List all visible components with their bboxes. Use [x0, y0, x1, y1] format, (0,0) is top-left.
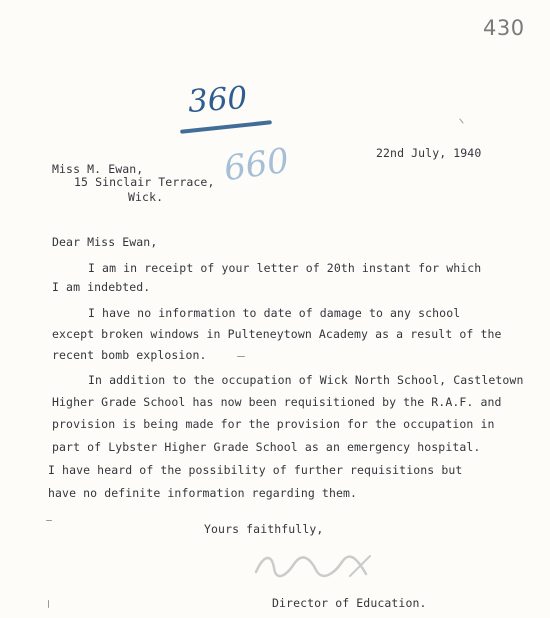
paper-mark	[459, 118, 464, 123]
faint-signature	[250, 546, 380, 586]
handwritten-reference: 360	[186, 79, 249, 121]
paper-mark	[237, 356, 245, 357]
closing: Yours faithfully,	[204, 522, 324, 536]
recipient-name: Miss M. Ewan,	[52, 162, 144, 176]
body-line: provision is being made for the provision for the occupation in	[52, 417, 495, 431]
faint-handwritten-reference: 660	[221, 140, 292, 190]
reference-underline	[180, 120, 272, 134]
recipient-town: Wick.	[128, 190, 164, 204]
body-line: I have no information to date of damage to any school	[88, 306, 461, 320]
recipient-street: 15 Sinclair Terrace,	[74, 175, 215, 189]
paper-mark	[46, 520, 52, 521]
body-line: recent bomb explosion.	[52, 348, 207, 362]
signature-title: Director of Education.	[272, 596, 427, 610]
letter-date: 22nd July, 1940	[376, 146, 482, 160]
body-line: except broken windows in Pulteneytown Academy as a result of the	[52, 327, 502, 341]
body-line: In addition to the occupation of Wick North School, Castletown	[88, 373, 524, 387]
body-line: I have heard of the possibility of further requisitions but	[48, 463, 463, 477]
body-line: part of Lybster Higher Grade School as an emergency hospital.	[52, 440, 481, 454]
page-number: 430	[483, 16, 525, 40]
body-line: have no definite information regarding them.	[48, 486, 358, 500]
paper-mark	[48, 600, 49, 608]
salutation: Dear Miss Ewan,	[52, 235, 158, 249]
body-line: I am in receipt of your letter of 20th instant for which	[88, 261, 482, 275]
body-line: Higher Grade School has now been requisitioned by the R.A.F. and	[52, 395, 502, 409]
body-line: I am indebted.	[52, 280, 151, 294]
